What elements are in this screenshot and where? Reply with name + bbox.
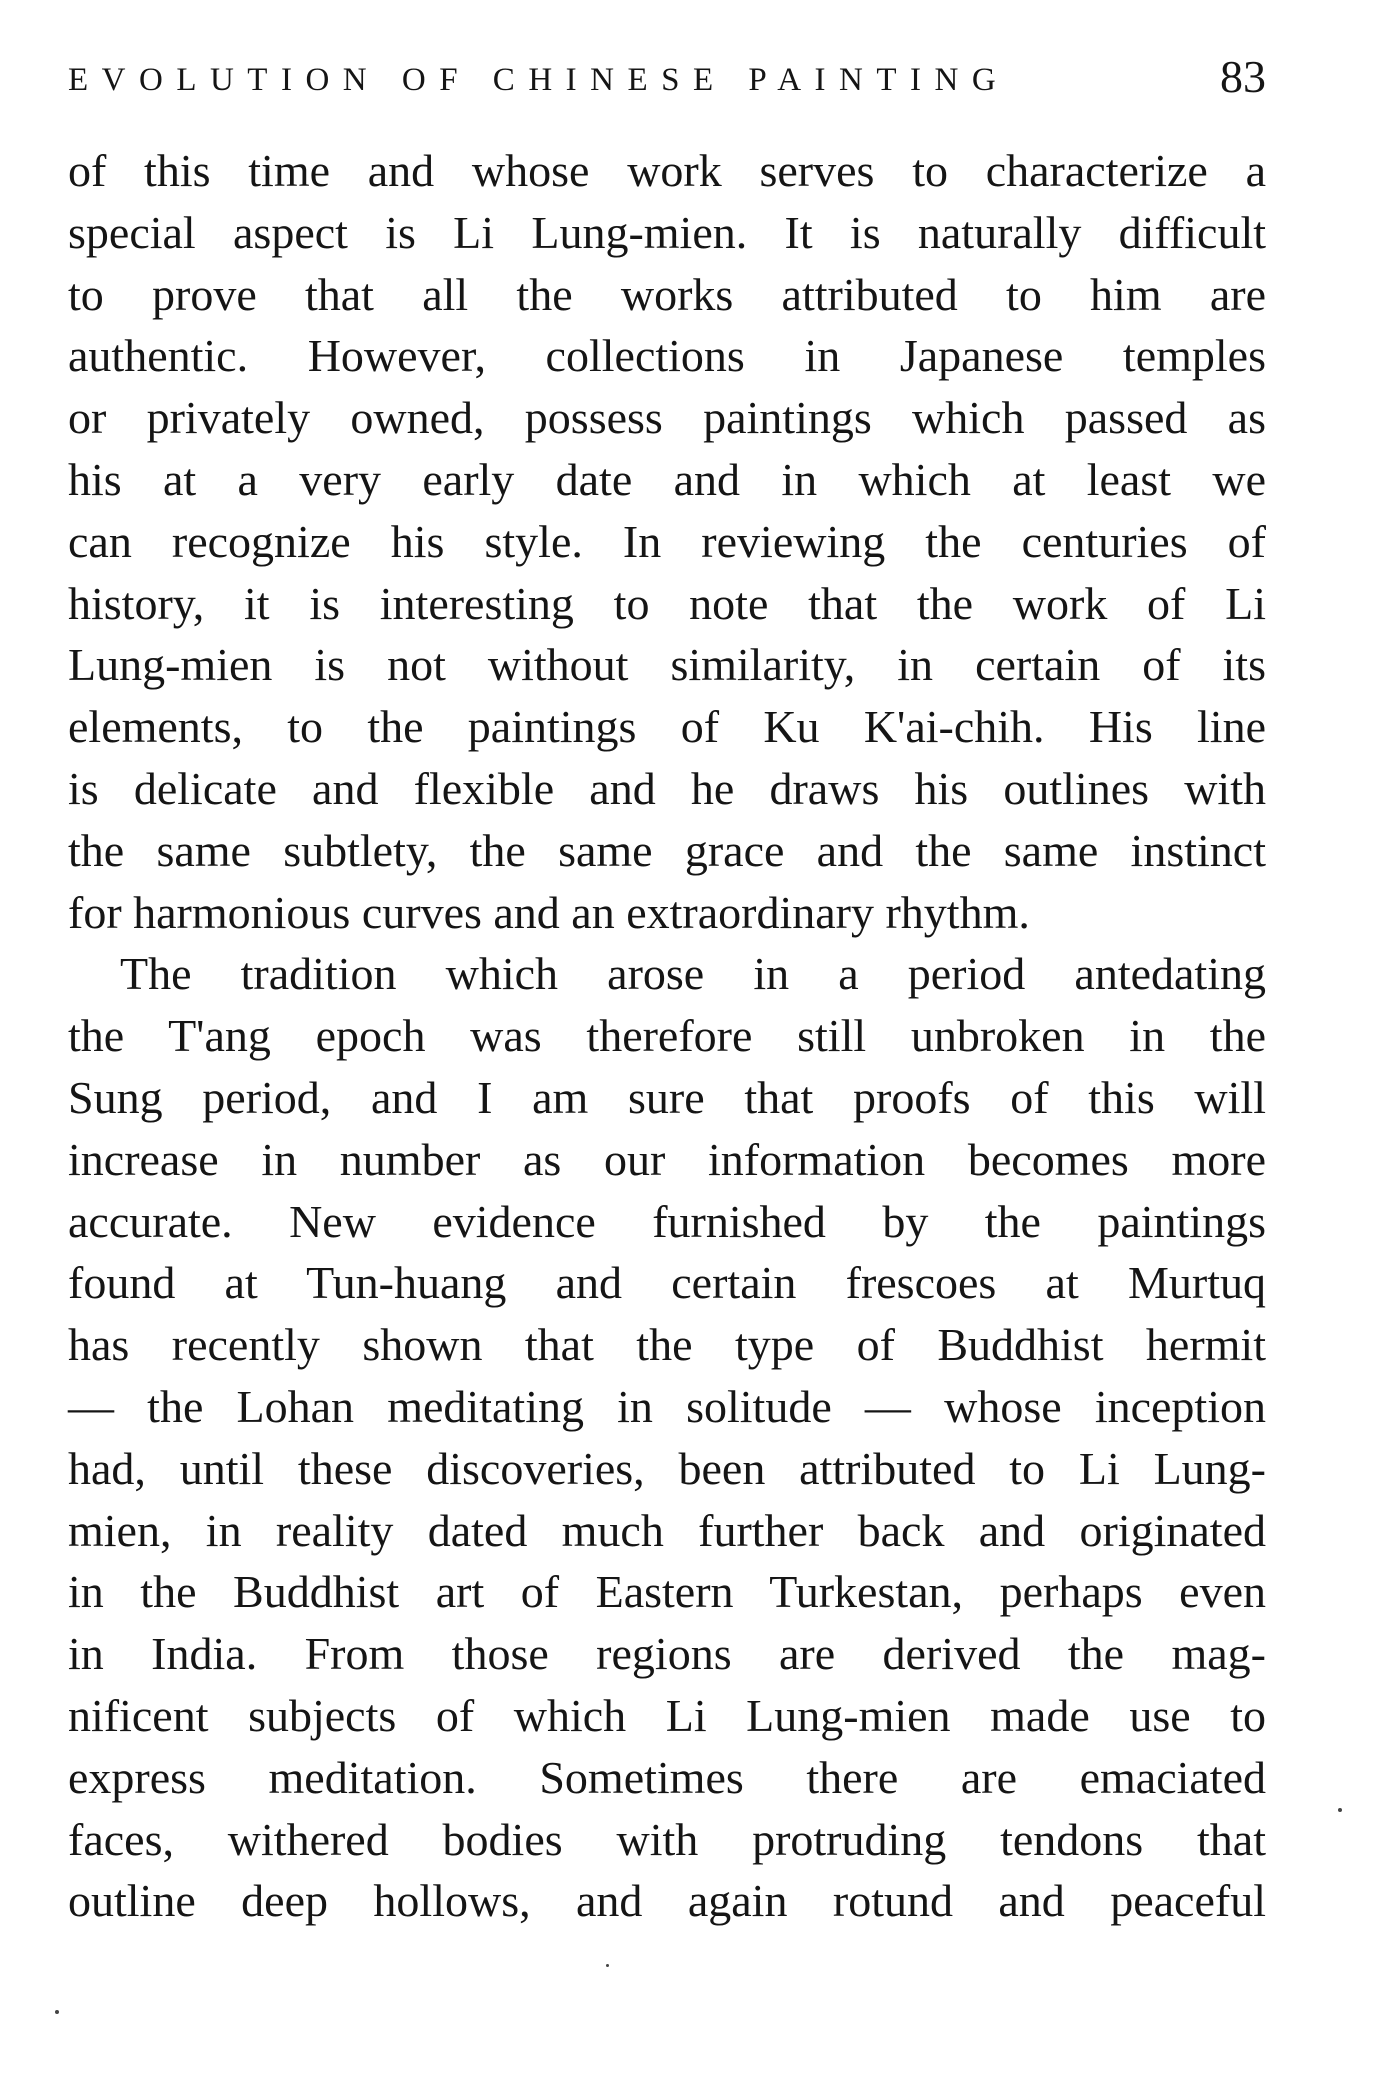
text-line: in the Buddhist art of Eastern Turkestan, perhaps even [68,1566,1266,1618]
ink-speck [606,1964,609,1967]
text-line: outline deep hollows, and again rotund and peaceful [68,1875,1266,1927]
text-line: history, it is interesting to note that the work of Li [68,577,1266,629]
ink-speck [55,2010,59,2014]
running-title: EVOLUTION OF CHINESE PAINTING [68,62,1010,98]
running-head [68,50,1266,120]
text-line: express meditation. Sometimes there are emaciated [68,1751,1266,1803]
text-line: faces, withered bodies with protruding tendons that [68,1813,1266,1865]
text-line: or privately owned, possess paintings which passed as [68,392,1266,444]
text-line: special aspect is Li Lung-mien. It is naturally difficult [68,206,1266,258]
text-line: of this time and whose work serves to characterize a [68,145,1266,196]
text-line: elements, to the paintings of Ku K'ai-chih. His line [68,701,1266,753]
text-line: for harmonious curves and an extraordinary rhythm. [68,886,1030,938]
text-line: to prove that all the works attributed to him are [68,268,1266,320]
text-line: accurate. New evidence furnished by the paintings [68,1195,1266,1247]
text-line: found at Tun-huang and certain frescoes at Murtuq [68,1257,1266,1309]
text-line: the T'ang epoch was therefore still unbroken in the [68,1010,1266,1062]
text-line: Lung-mien is not without similarity, in certain of its [68,639,1266,691]
text-line: authentic. However, collections in Japanese temples [68,330,1266,382]
text-line: nificent subjects of which Li Lung-mien made use to [68,1689,1266,1741]
ink-speck [1338,1808,1342,1812]
text-line: in India. From those regions are derived the mag- [68,1628,1266,1680]
text-line: The tradition which arose in a period antedating [120,948,1266,1000]
text-line: had, until these discoveries, been attributed to Li Lung- [68,1442,1266,1494]
text-line: Sung period, and I am sure that proofs of this will [68,1071,1266,1123]
text-line: mien, in reality dated much further back and originated [68,1504,1266,1556]
text-line: his at a very early date and in which at least we [68,453,1266,505]
text-line: can recognize his style. In reviewing the centuries of [68,515,1266,567]
text-line: the same subtlety, the same grace and the same instinct [68,824,1266,876]
text-line: increase in number as our information becomes more [68,1133,1266,1185]
text-line: is delicate and flexible and he draws his outlines with [68,762,1266,814]
body-text [68,140,1266,1932]
text-line: has recently shown that the type of Buddhist hermit [68,1319,1266,1371]
page-number: 83 [1220,51,1266,102]
text-line: — the Lohan meditating in solitude — whose inception [68,1380,1266,1432]
